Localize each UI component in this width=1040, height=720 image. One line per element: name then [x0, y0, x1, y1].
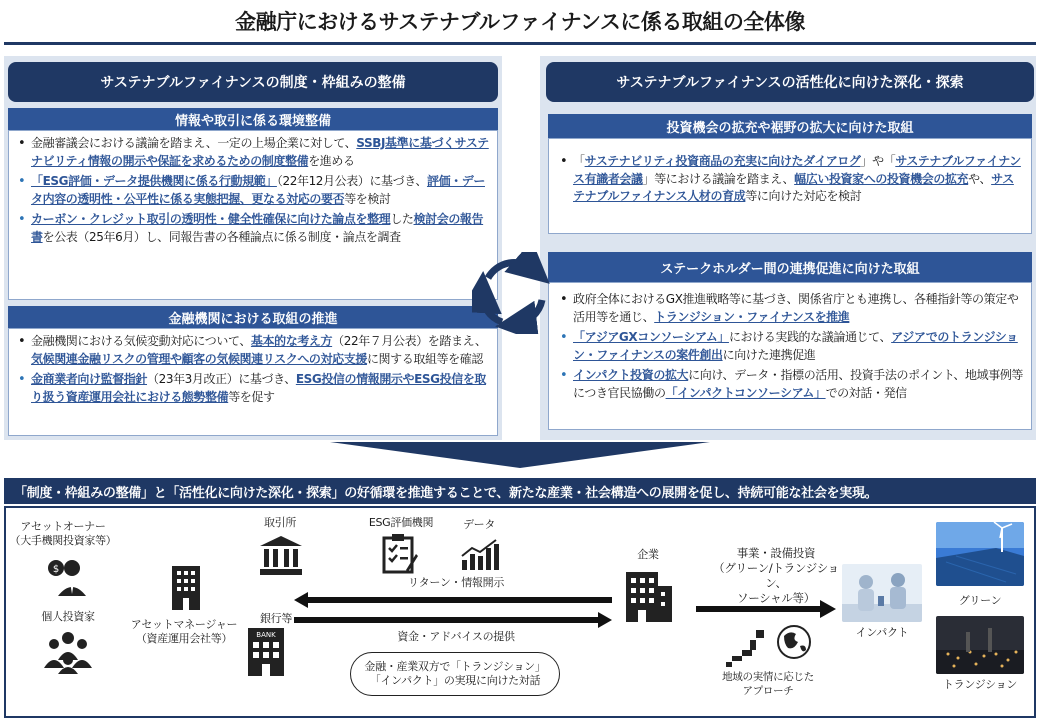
bullet-text: における実践的な議論通じて、 [728, 330, 892, 344]
bullet-item [557, 153, 1023, 206]
bullet-item [15, 371, 491, 406]
highlighted-text: 基本的な考え方 [250, 334, 333, 348]
left-section2-header: 金融機関における取組の推進 [8, 306, 498, 328]
highlighted-text: ESG投信の情報開示やESG投信を取り扱う資産運用会社における態勢整備 [31, 372, 487, 404]
right-section1-box [548, 138, 1032, 234]
right-section1-header: 投資機会の拡充や裾野の拡大に向けた取組 [548, 114, 1032, 138]
highlighted-text: カーボン・クレジット取引の透明性・健全性確保に向けた論点を整理 [31, 212, 391, 226]
bullet-item [557, 329, 1023, 364]
highlighted-text: トランジション・ファイナンスを推進 [654, 309, 850, 324]
globe-icon [776, 624, 812, 660]
green-energy-image [936, 522, 1024, 586]
bullet-item [557, 367, 1023, 402]
japan-map-icon [724, 628, 766, 668]
bullet-text: した [390, 212, 414, 226]
bullet-text: 「 [573, 154, 585, 168]
bullet-text: に向け、データ・指標の活用、投資手法のポイント、地域事例等につき官民協働の [573, 368, 1024, 400]
dialogue-bubble: 金融・産業双方で「トランジション」 「インパクト」の実現に向けた対話 [350, 652, 560, 696]
bullet-text: 」や「 [860, 154, 896, 168]
bullet-text: 金融機関における気候変動対応について、 [31, 334, 251, 348]
left-panel-header: サステナブルファイナンスの制度・枠組みの整備 [8, 62, 498, 102]
page-title: 金融庁におけるサステナブルファイナンスに係る取組の全体像 [235, 10, 805, 34]
svg-text:$: $ [52, 564, 60, 575]
right-section2-list [557, 291, 1023, 402]
bullet-text: 等に向けた対応を検討 [745, 189, 862, 203]
impact-lab-image [842, 564, 922, 622]
regional-approach-label: 地域の実情に応じた アプローチ [722, 671, 814, 697]
bullet-text: 等を促す [228, 389, 275, 404]
summary-banner: 「制度・枠組みの整備」と「活性化に向けた深化・探索」の好循環を推進することで、新たな産業・社会構造への展開を促し、持続可能な社会を実現。 [4, 478, 1036, 504]
company-building-icon [620, 564, 674, 622]
bullet-item [15, 173, 491, 208]
bullet-text: での対話・発信 [825, 385, 907, 400]
highlighted-text: SSBJ基準に基づくサステナビリティ情報の開示や保証を求めるための制度整備 [31, 136, 489, 168]
capex-label: 事業・設備投資 （グリーン/トランジション、 ソーシャル等） [713, 546, 839, 605]
highlighted-text: 「インパクトコンソーシアム」 [665, 385, 826, 400]
individual-investor-label: 個人投資家 [41, 610, 95, 623]
asset-owner-icon [46, 556, 88, 598]
ecosystem-diagram [4, 506, 1036, 718]
return-flow-label: リターン・情報開示 [407, 576, 505, 589]
bullet-item [15, 333, 491, 368]
bullet-item [15, 135, 491, 170]
asset-manager-label: アセットマネージャー （資産運用会社等） [130, 618, 238, 645]
highlighted-text: 「アジアGXコンソーシアム」 [573, 330, 729, 344]
bullet-text: を公表（25年6月）し、同報告書の各種論点に係る制度・論点を調査 [42, 229, 401, 244]
company-label: 企業 [637, 548, 659, 561]
office-building-icon [170, 564, 202, 610]
bullet-text: や、 [968, 171, 992, 186]
clipboard-checklist-icon [382, 534, 418, 574]
bank-label: 銀行等 [259, 612, 293, 625]
bullet-text: （23年3月改正）に基づき、 [147, 372, 296, 386]
highlighted-text: インパクト投資の拡大 [573, 368, 689, 382]
transition-industry-image [936, 616, 1024, 674]
highlighted-text: アジアでのトランジション・ファイナンスの案件創出 [573, 330, 1018, 362]
cycle-arrows-icon [472, 252, 554, 334]
impact-label: インパクト [855, 626, 909, 639]
transition-label: トランジション [942, 678, 1018, 691]
people-group-icon [44, 630, 92, 674]
bullet-text: に向けた連携促進 [722, 347, 816, 362]
bullet-text: 」等における議論を踏まえ、 [642, 171, 795, 186]
title-underline [4, 42, 1036, 45]
bank-sign-text: BANK [256, 631, 276, 639]
bar-chart-icon [460, 538, 500, 570]
highlighted-text: 幅広い投資家への投資機会の拡充 [794, 171, 969, 186]
capex-arrow [696, 600, 836, 618]
left-section2-list [15, 333, 491, 406]
bullet-text: を進める [308, 153, 355, 168]
fund-flow-label: 資金・アドバイスの提供 [397, 630, 515, 643]
data-label: データ [462, 518, 496, 531]
bullet-text: に関する取組等を確認 [366, 351, 483, 366]
bank-building-icon [248, 628, 284, 676]
left-section2-box [8, 328, 498, 436]
bullet-text: （22年12月公表）に基づき、 [276, 174, 427, 188]
left-section1-list [15, 135, 491, 246]
right-section2-box [548, 282, 1032, 430]
highlighted-text: 金商業者向け監督指針 [31, 372, 148, 386]
left-section1-header: 情報や取引に係る環境整備 [8, 108, 498, 130]
fund-arrow [294, 612, 612, 628]
esg-rater-label: ESG評価機関 [368, 516, 434, 529]
highlighted-text: 評価・データ内容の透明性・公平性に係る実態把握、更なる対応の要否 [31, 174, 485, 206]
exchange-label: 取引所 [263, 516, 297, 529]
right-section2-header: ステークホルダー間の連携促進に向けた取組 [548, 252, 1032, 282]
return-arrow [294, 592, 612, 608]
highlighted-text: サステナブルファイナンス有識者会議 [573, 154, 1021, 186]
bullet-item [15, 211, 491, 246]
highlighted-text: 検討会の報告書 [31, 212, 484, 244]
asset-owner-label: アセットオーナー （大手機関投資家等） [9, 520, 117, 547]
highlighted-text: サステナビリティ投資商品の充実に向けたダイアログ [584, 154, 861, 168]
highlighted-text: 「ESG評価・データ提供機関に係る行動規範」 [31, 174, 277, 188]
highlighted-text: 気候関連金融リスクの管理や顧客の気候関連リスクへの対応支援 [31, 351, 367, 366]
left-section1-box [8, 130, 498, 300]
green-label: グリーン [958, 594, 1002, 607]
highlighted-text: サステナブルファイナンス人材の育成 [573, 171, 1014, 203]
right-section1-list [557, 153, 1023, 206]
down-arrow-icon [330, 442, 710, 468]
bullet-text: 金融審議会における議論を踏まえ、一定の上場企業に対して、 [31, 136, 357, 150]
bullet-text: 政府全体におけるGX推進戦略等に基づき、関係省庁とも連携し、各種指針等の策定や活用等を通じ、 [573, 292, 1019, 324]
bullet-text: 等を検討 [344, 191, 391, 206]
exchange-building-icon [258, 534, 304, 576]
bullet-text: （22年７月公表）を踏まえ、 [332, 334, 487, 348]
right-panel-header: サステナブルファイナンスの活性化に向けた深化・探索 [546, 62, 1034, 102]
bullet-item [557, 291, 1023, 326]
